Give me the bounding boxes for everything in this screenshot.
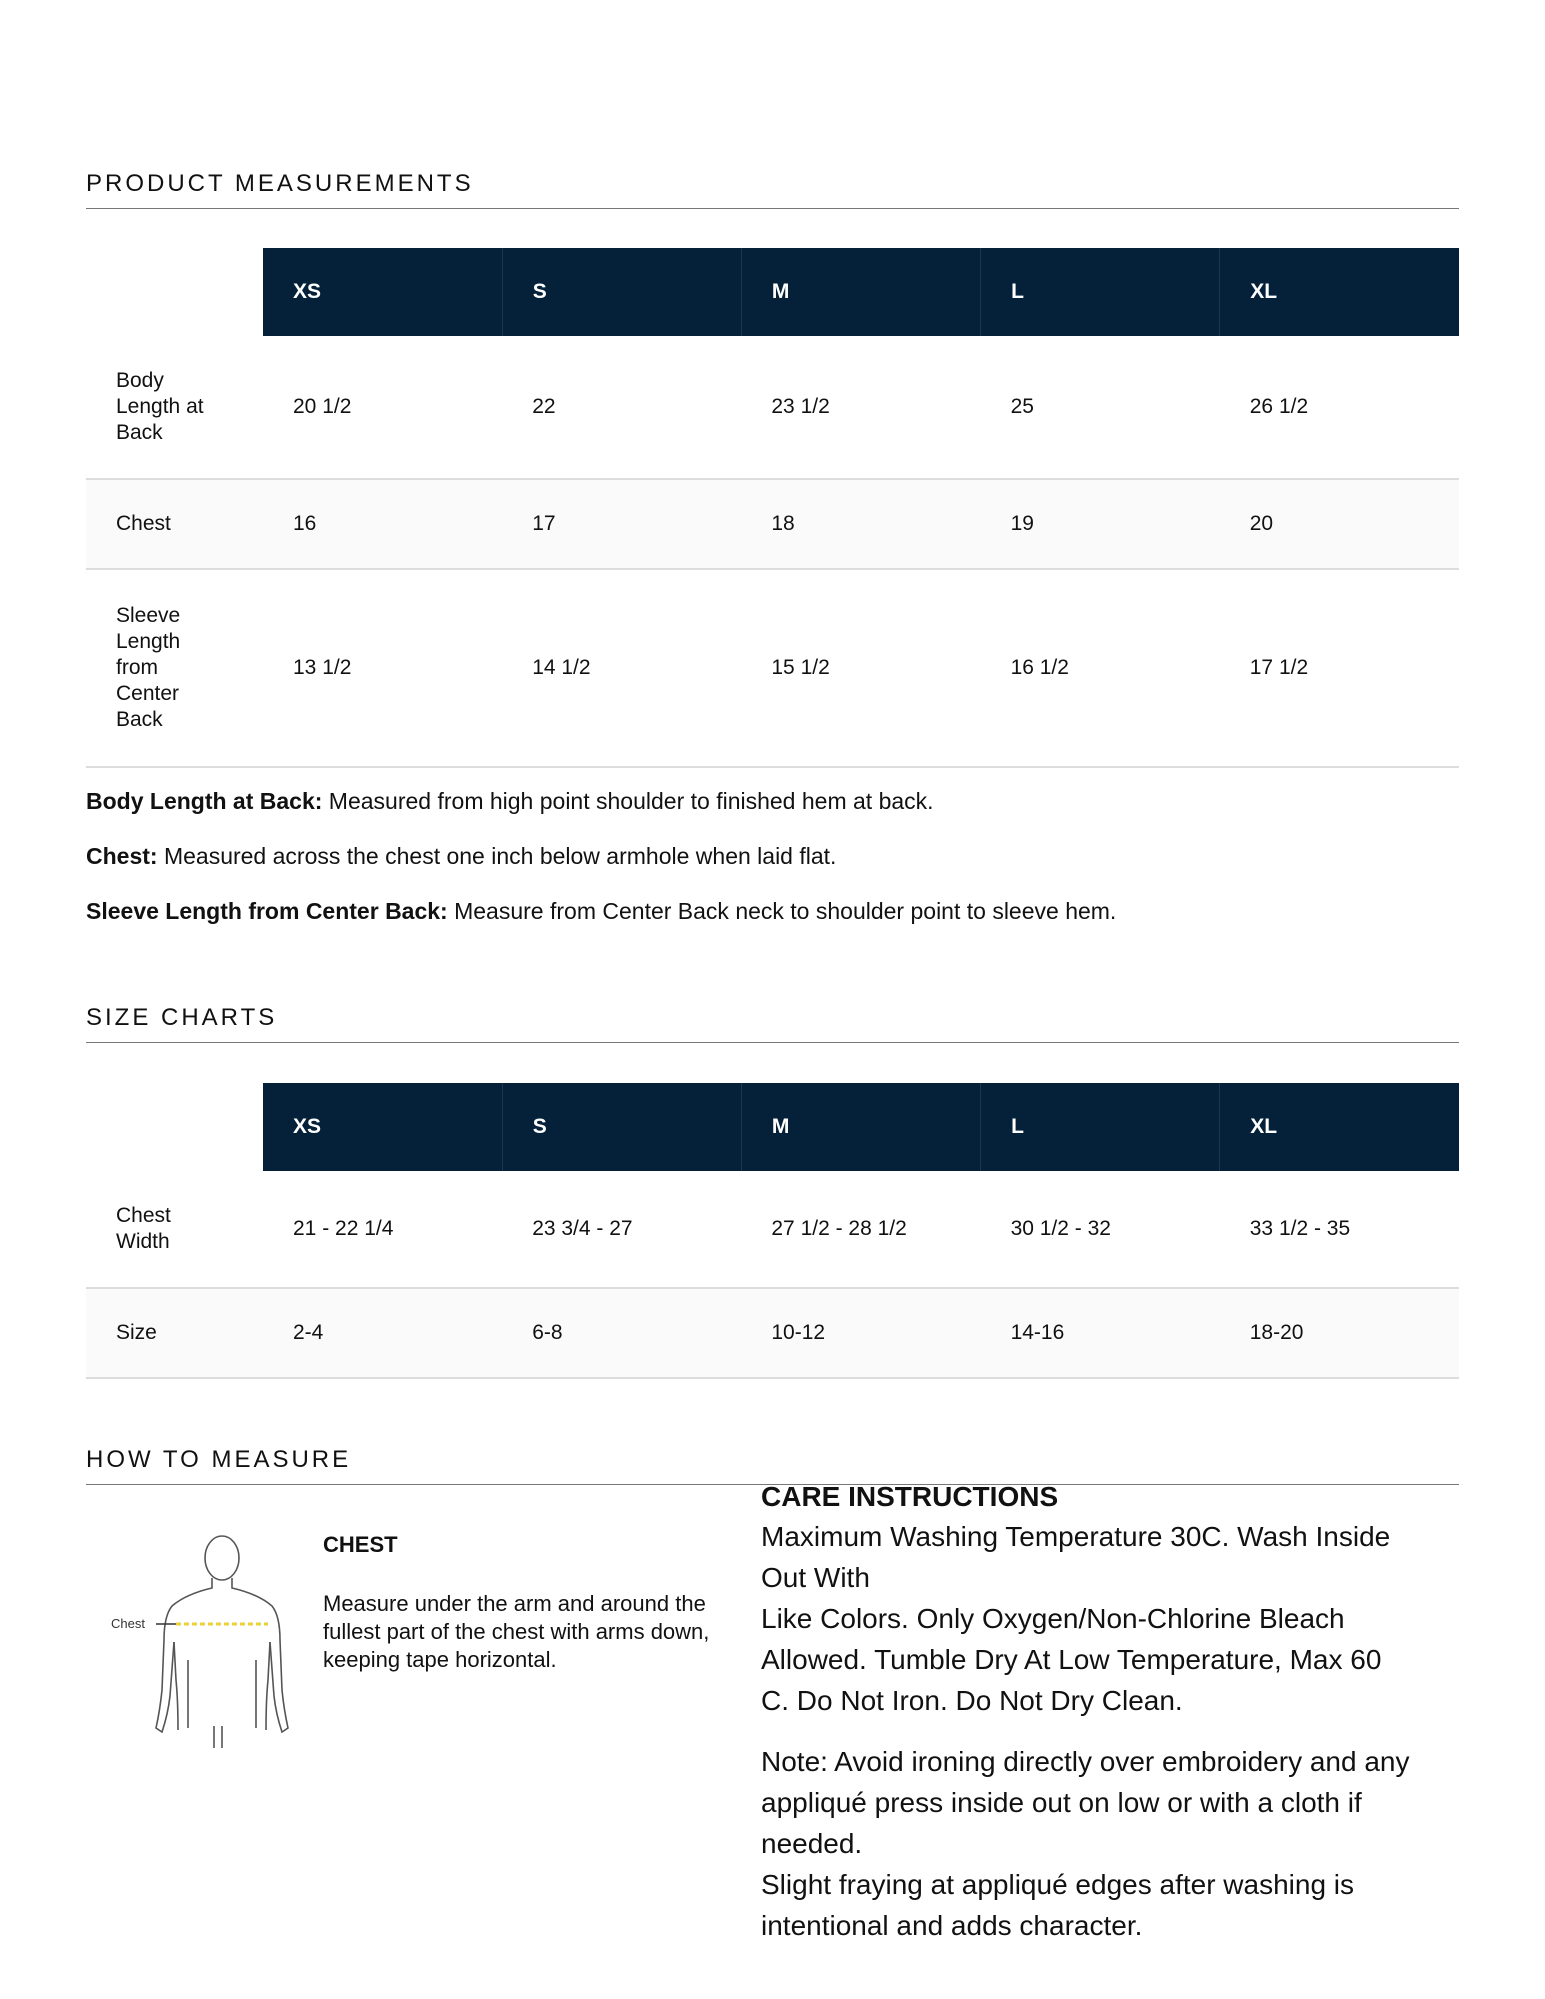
how-to-measure-title: HOW TO MEASURE: [86, 1446, 1459, 1485]
row-label-text: Body Length at Back: [116, 369, 204, 444]
measurement-definitions: [86, 786, 1116, 951]
row-label: [86, 336, 263, 479]
column-header: S: [502, 248, 741, 336]
chest-measure-instructions: [323, 1532, 763, 1674]
table-cell: 14 1/2: [502, 569, 741, 767]
product-measurements-title: PRODUCT MEASUREMENTS: [86, 170, 1459, 209]
column-header: XS: [263, 248, 502, 336]
note-line: needed.: [761, 1828, 863, 1859]
table-cell: 18: [741, 479, 980, 569]
column-header: M: [741, 1083, 980, 1171]
care-line: C. Do Not Iron. Do Not Dry Clean.: [761, 1685, 1183, 1716]
table-cell: 25: [981, 336, 1220, 479]
row-label: [86, 1288, 263, 1378]
definition-text: Measure from Center Back neck to shoulder point to sleeve hem.: [447, 898, 1117, 924]
table-cell: 17 1/2: [1220, 569, 1459, 767]
definition-term: Chest:: [86, 843, 158, 869]
table-row: [86, 1288, 1459, 1378]
table-header-row: [86, 1083, 1459, 1171]
table-cell: 23 1/2: [741, 336, 980, 479]
table-row: [86, 1171, 1459, 1288]
table-cell: 30 1/2 - 32: [981, 1171, 1220, 1288]
product-measurements-table: [86, 248, 1459, 768]
note-line: intentional and adds character.: [761, 1910, 1143, 1941]
figure-chest-label: Chest: [111, 1616, 145, 1631]
table-cell: 16: [263, 479, 502, 569]
table-cell: 27 1/2 - 28 1/2: [741, 1171, 980, 1288]
care-line: Maximum Washing Temperature 30C. Wash Inside: [761, 1521, 1391, 1552]
column-header: L: [981, 248, 1220, 336]
row-label: [86, 569, 263, 767]
table-cell: 16 1/2: [981, 569, 1220, 767]
care-line: Out With: [761, 1562, 870, 1593]
table-cell: 20 1/2: [263, 336, 502, 479]
row-label-text: Chest Width: [116, 1204, 171, 1253]
care-line: Allowed. Tumble Dry At Low Temperature, Max 60: [761, 1644, 1382, 1675]
column-header: L: [981, 1083, 1220, 1171]
care-note: [761, 1741, 1461, 1946]
table-cell: 23 3/4 - 27: [502, 1171, 741, 1288]
size-charts-title: SIZE CHARTS: [86, 1004, 1459, 1043]
table-cell: 13 1/2: [263, 569, 502, 767]
table-cell: 2-4: [263, 1288, 502, 1378]
note-line: Slight fraying at appliqué edges after washing is: [761, 1869, 1355, 1900]
table-cell: 21 - 22 1/4: [263, 1171, 502, 1288]
row-label-text: Size: [116, 1321, 157, 1344]
table-cell: 15 1/2: [741, 569, 980, 767]
table-cell: 10-12: [741, 1288, 980, 1378]
table-cell: 14-16: [981, 1288, 1220, 1378]
table-header-row: [86, 248, 1459, 336]
table-row: [86, 336, 1459, 479]
note-line: Note: Avoid ironing directly over embroidery and any: [761, 1746, 1410, 1777]
care-line: Like Colors. Only Oxygen/Non-Chlorine Bleach: [761, 1603, 1345, 1634]
row-label-text: Chest: [116, 512, 171, 535]
definition-text: Measured from high point shoulder to finished hem at back.: [322, 788, 934, 814]
table-cell: 6-8: [502, 1288, 741, 1378]
chest-instruction-text: Measure under the arm and around the fullest part of the chest with arms down, keeping tape horizontal.: [323, 1591, 710, 1672]
header-blank-cell: [86, 248, 263, 336]
table-cell: 20: [1220, 479, 1459, 569]
column-header: S: [502, 1083, 741, 1171]
definition-term: Body Length at Back:: [86, 788, 323, 814]
definition-item: [86, 786, 1116, 816]
chest-measure-figure: [106, 1530, 356, 1750]
header-blank-cell: [86, 1083, 263, 1171]
row-label: [86, 1171, 263, 1288]
chest-heading: CHEST: [323, 1532, 398, 1557]
definition-term: Sleeve Length from Center Back:: [86, 898, 448, 924]
body-outline-illustration: [106, 1530, 356, 1750]
table-cell: 33 1/2 - 35: [1220, 1171, 1459, 1288]
column-header: XL: [1220, 248, 1459, 336]
column-header: XL: [1220, 1083, 1459, 1171]
care-heading: CARE INSTRUCTIONS: [761, 1481, 1059, 1512]
column-header: M: [741, 248, 980, 336]
table-cell: 18-20: [1220, 1288, 1459, 1378]
size-charts-table: [86, 1083, 1459, 1379]
column-header: XS: [263, 1083, 502, 1171]
table-row: [86, 479, 1459, 569]
table-cell: 19: [981, 479, 1220, 569]
care-instructions: [761, 1480, 1461, 1946]
table-row: [86, 569, 1459, 767]
row-label: [86, 479, 263, 569]
table-cell: 22: [502, 336, 741, 479]
note-line: appliqué press inside out on low or with a cloth if: [761, 1787, 1362, 1818]
row-label-text: Sleeve Length from Center Back: [116, 604, 181, 731]
definition-text: Measured across the chest one inch below armhole when laid flat.: [157, 843, 837, 869]
table-cell: 17: [502, 479, 741, 569]
table-cell: 26 1/2: [1220, 336, 1459, 479]
definition-item: [86, 896, 1116, 926]
definition-item: [86, 841, 1116, 871]
